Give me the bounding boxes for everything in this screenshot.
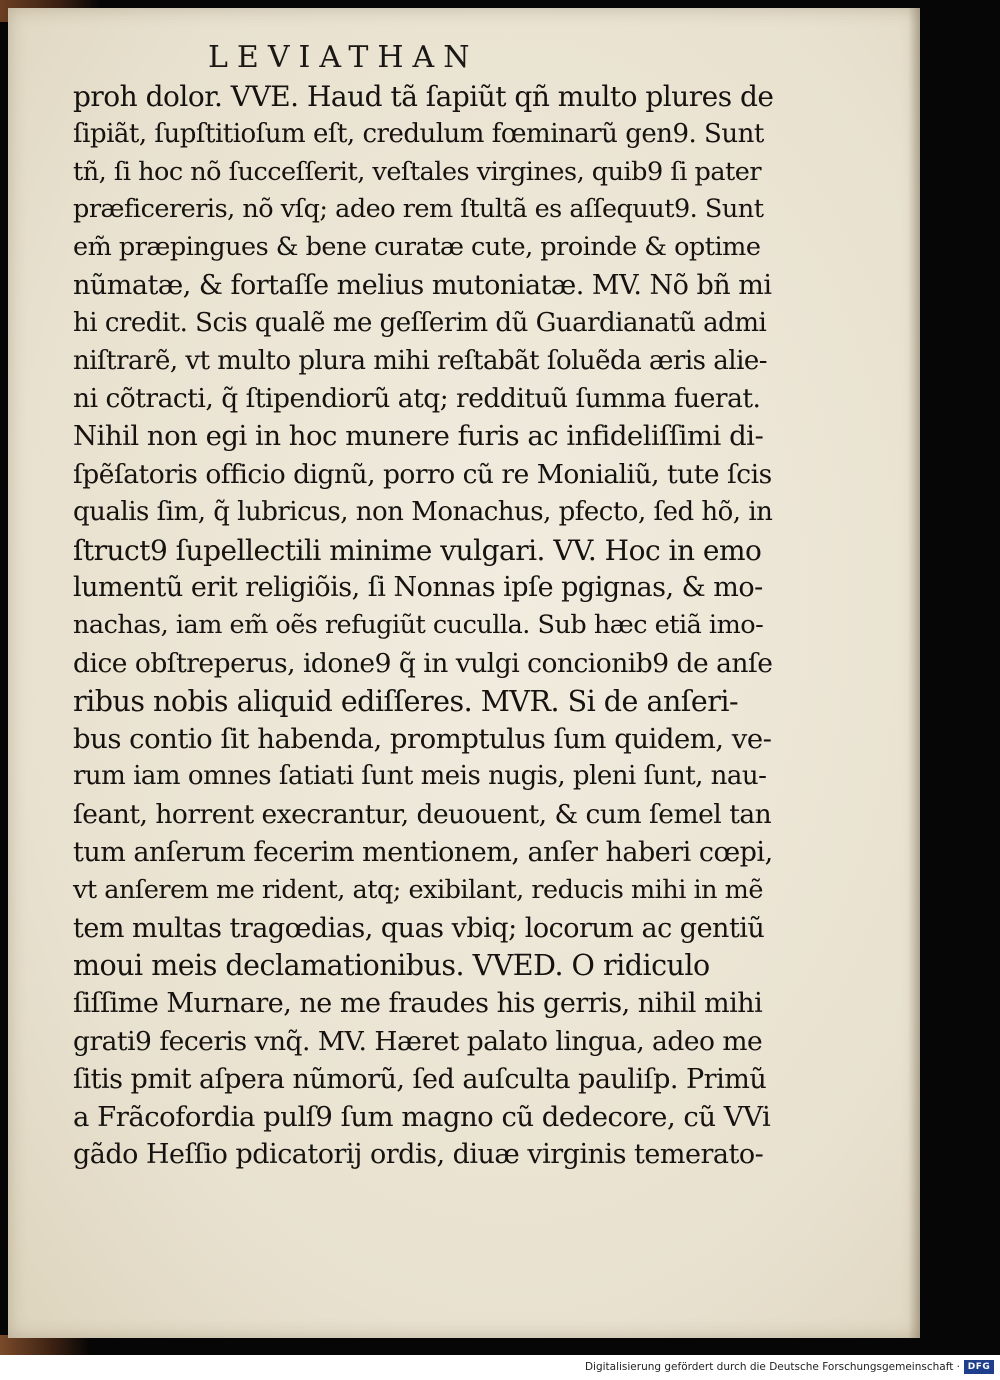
text-line: ſtruct9 ſupellectili minime vulgari. VV. Hoc in emo	[73, 533, 762, 567]
text-line: hi credit. Scis qualẽ me geſſerim dũ Guardianatũ admi	[73, 307, 767, 338]
book-page	[8, 8, 920, 1338]
text-line: nachas, iam em̃ oẽs refugiũt cuculla. Sub hæc etiã imo-	[73, 610, 764, 641]
page-edge-shadow	[908, 8, 920, 1338]
text-block	[73, 78, 773, 1174]
text-line: tñ, ſi hoc nõ ſucceſſerit, veſtales virgines, quib9 ſi pater	[73, 156, 762, 187]
text-line: rum iam omnes ſatiati ſunt meis nugis, pleni ſunt, nau-	[73, 761, 767, 792]
text-line: ſitis pmit aſpera nũmorũ, ſed auſculta pauliſp. Primũ	[73, 1063, 767, 1095]
text-line: præficereris, nõ vſq; adeo rem ſtultã es aſſequut9. Sunt	[73, 194, 764, 225]
dfg-logo: DFG	[964, 1360, 994, 1374]
text-line: em̃ præpingues & bene curatæ cute, proinde & optime	[73, 232, 761, 263]
text-line: ribus nobis aliquid ediſſeres. MVR. Si de anſeri-	[73, 684, 739, 718]
worn-edge-bottom	[0, 1335, 90, 1355]
text-line: grati9 feceris vnq̃. MV. Hæret palato lingua, adeo me	[73, 1025, 763, 1057]
text-line: moui meis declamationibus. VVED. O ridiculo	[73, 949, 710, 983]
text-line: ni cõtracti, q̃ ſtipendiorũ atq; reddituũ ſumma fuerat.	[73, 383, 761, 415]
text-line: qualis ſim, q̃ lubricus, non Monachus, pfecto, ſed hõ, in	[73, 496, 773, 527]
text-line: a Frãcofordia pulſ9 ſum magno cũ dedecore, cũ VVi	[73, 1100, 771, 1133]
text-line: proh dolor. VVE. Haud tã ſapiũt qñ multo plures de	[73, 80, 774, 113]
footer-credit: Digitalisierung gefördert durch die Deutsche Forschungsgemeinschaft ·	[584, 1361, 960, 1373]
text-line: bus contio ſit habenda, promptulus ſum quidem, ve-	[73, 722, 772, 755]
text-line: lumentũ erit religiõis, ſi Nonnas ipſe pgignas, & mo-	[73, 572, 763, 604]
text-line: tum anſerum fecerim mentionem, anſer haberi cœpi,	[73, 836, 773, 868]
text-line: dice obſtreperus, idone9 q̃ in vulgi concionib9 de anſe	[73, 647, 773, 679]
running-head: LEVIATHAN	[208, 40, 479, 75]
text-line: vt anſerem me rident, atq; exibilant, reducis mihi in mẽ	[73, 874, 763, 905]
text-line: tem multas tragœdias, quas vbiq; locorum ac gentiũ	[73, 912, 765, 944]
text-line: ſeant, horrent execrantur, deuouent, & cum ſemel tan	[73, 799, 772, 831]
text-line: ſiſſime Murnare, ne me fraudes his gerris, nihil mihi	[73, 988, 763, 1020]
text-line: niſtrarẽ, vt multo plura mihi reſtabãt ſoluẽda æris alie-	[73, 345, 768, 376]
text-line: gãdo Heſſio pdicatorij ordis, diuæ virginis temerato-	[73, 1139, 764, 1171]
text-line: Nihil non egi in hoc munere furis ac infideliſſimi di-	[73, 420, 764, 453]
text-line: ſpẽſatoris officio dignũ, porro cũ re Monialiũ, tute ſcis	[73, 458, 772, 490]
text-line: ſipiãt, ſupſtitioſum eſt, credulum fœminarũ gen9. Sunt	[73, 118, 764, 149]
digitization-footer	[0, 1355, 1000, 1380]
text-line: nũmatæ, & fortaſſe melius mutoniatæ. MV. Nõ bñ mi	[73, 269, 772, 301]
